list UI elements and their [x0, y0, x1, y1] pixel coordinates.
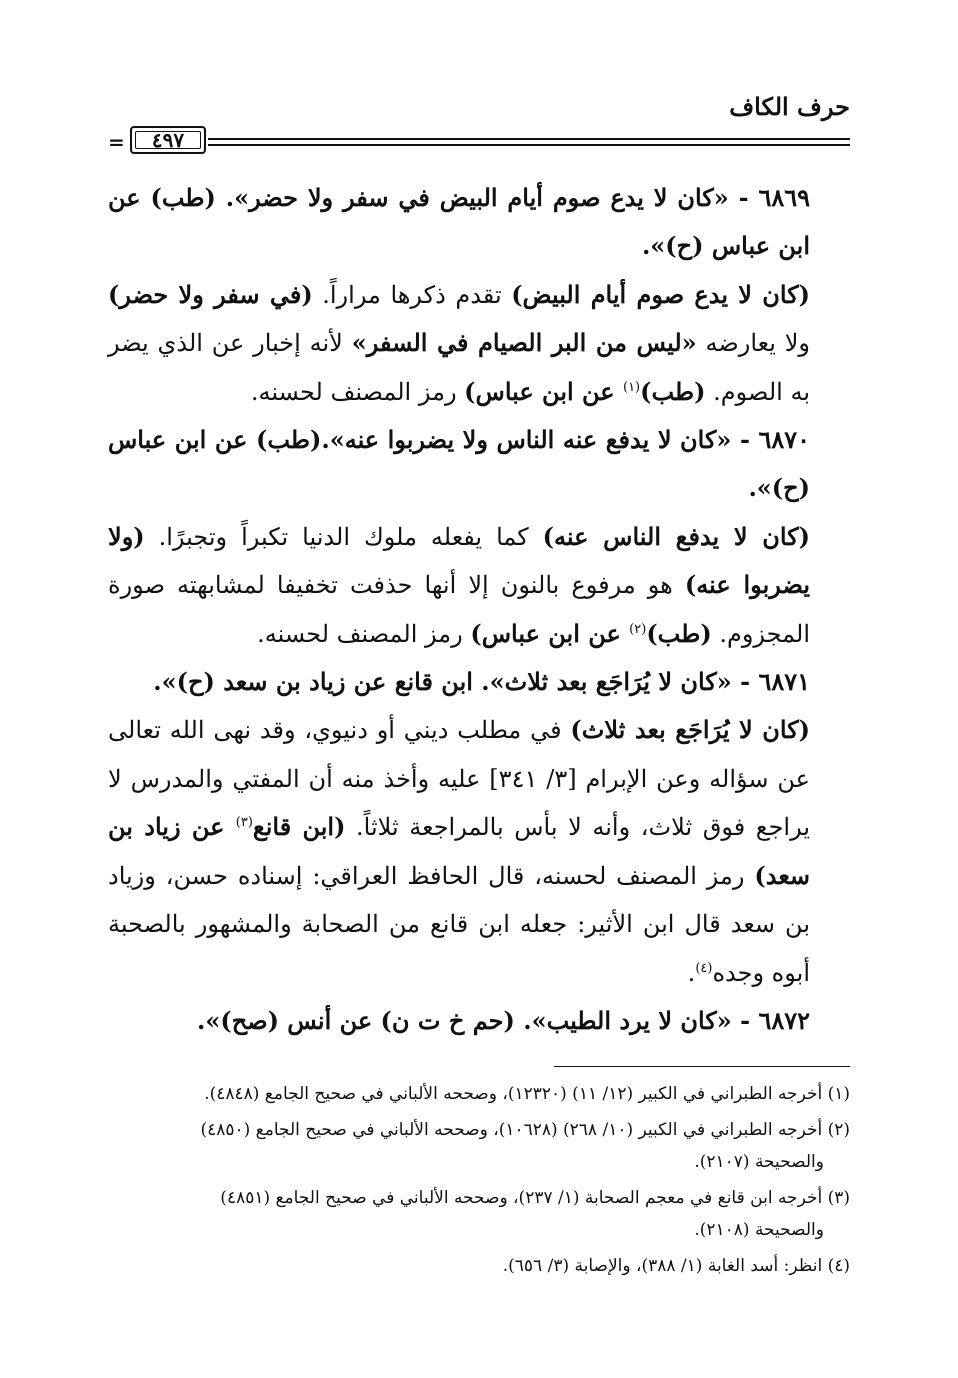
footnote-4: (٤) انظر: أسد الغابة (١/ ٣٨٨)، والإصابة (٣/ ٦٥٦).	[502, 1256, 850, 1276]
hadith-6869: ٦٨٦٩ - «كان لا يدع صوم أيام البيض في سفر ولا حضر». (طب) عن ابن عباس (ح)».	[108, 183, 810, 261]
commentary-6870	[108, 513, 850, 658]
narrator: عن ابن عباس)	[464, 376, 623, 406]
footnote-text: (٢) أخرجه الطبراني في الكبير (١٠/ ٢٦٨) (١٠٦٢٨)، وصححه الألباني في صحيح الجامع (٤٨٥٠)	[200, 1120, 850, 1140]
commentary-text: كما يفعله ملوك الدنيا تكبراً وتجبرًا.	[144, 522, 543, 551]
footnote-3	[108, 1182, 850, 1246]
narrator: عن ابن عباس)	[470, 618, 630, 648]
commentary-text: رمز المصنف لحسنه، قال الحافظ العراقي: إسناده حسن، وزياد بن سعد قال ابن الأثير: جعله ابن قانع من الصحابة والمشهور بالصحبة أبوه وجده	[108, 861, 810, 987]
source-code: (طب)	[640, 376, 706, 406]
footnote-2	[108, 1114, 850, 1178]
footnotes	[108, 1078, 850, 1286]
lemma: (كان لا يدفع الناس عنه)	[542, 521, 810, 551]
commentary-text: في مطلب ديني أو دنيوي، وقد نهى الله تعالى عن سؤاله وعن الإبرام [٣/ ٣٤١] عليه وأخذ منه أن المفتي والمدرس لا يراجع فوق ثلاث، وأنه لا بأس بالمراجعة ثلاثاً.	[108, 716, 810, 842]
lemma: (كان لا يُرَاجَع بعد ثلاث)	[570, 715, 810, 745]
hadith-6871: ٦٨٧١ - «كان لا يُرَاجَع بعد ثلاث». ابن قانع عن زياد بن سعد (ح)».	[153, 667, 810, 697]
source-code: (طب)	[646, 618, 712, 648]
commentary-text: تقدم ذكرها مراراً.	[312, 280, 512, 309]
commentary-6871	[108, 706, 850, 996]
footnote-ref[interactable]: (٢)	[629, 621, 647, 637]
lemma: (كان لا يدع صوم أيام البيض)	[511, 279, 810, 309]
footnote-continuation: والصحيحة (٢١٠٧).	[694, 1152, 824, 1172]
commentary-6869	[108, 271, 850, 416]
commentary-text: لأنه إخبار عن الذي يضر به الصوم.	[108, 329, 810, 406]
hadith-6870: ٦٨٧٠ - «كان لا يدفع عنه الناس ولا يضربوا عنه».(طب) عن ابن عباس (ح)».	[108, 425, 810, 503]
lemma: (في سفر ولا حضر)	[108, 279, 313, 309]
footnote-ref[interactable]: (٤)	[695, 960, 713, 976]
page-number-frame	[130, 126, 206, 154]
quoted-hadith: «ليس من البر الصيام في السفر»	[351, 328, 697, 358]
double-rule	[208, 138, 850, 146]
footnote-1: (١) أخرجه الطبراني في الكبير (١٢/ ١١) (١٢٣٢٠)، وصححه الألباني في صحيح الجامع (٤٨٤٨).	[204, 1084, 850, 1104]
source-code: (ابن قانع	[252, 812, 346, 842]
hadith-6872: ٦٨٧٢ - «كان لا يرد الطيب». (حم خ ت ن) عن أنس (صح)».	[197, 1005, 810, 1035]
commentary-text: .	[687, 958, 696, 987]
commentary-text: ولا يعارضه	[696, 329, 810, 358]
narrator: عن زياد بن سعد)	[108, 812, 810, 890]
lemma: (ولا يضربوا عنه)	[108, 521, 810, 600]
footnote-text: (٣) أخرجه ابن قانع في معجم الصحابة (١/ ٢٣٧)، وصححه الألباني في صحيح الجامع (٤٨٥١)	[220, 1188, 850, 1208]
footnote-ref[interactable]: (١)	[622, 379, 641, 395]
ornament-mark: =	[108, 130, 125, 154]
footnote-separator	[554, 1066, 850, 1067]
header-rule	[108, 126, 850, 156]
commentary-text: هو مرفوع بالنون إلا أنها حذفت تخفيفا لمشابهته صورة المجزوم.	[108, 571, 810, 648]
main-text	[108, 174, 850, 1045]
footnote-continuation: والصحيحة (٢١٠٨).	[694, 1220, 824, 1240]
running-title: حرف الكاف	[729, 92, 850, 121]
page-number: ٤٩٧	[151, 128, 185, 152]
commentary-text: رمز المصنف لحسنه.	[250, 377, 465, 406]
footnote-ref[interactable]: (٣)	[235, 815, 253, 831]
commentary-text: رمز المصنف لحسنه.	[257, 619, 471, 648]
